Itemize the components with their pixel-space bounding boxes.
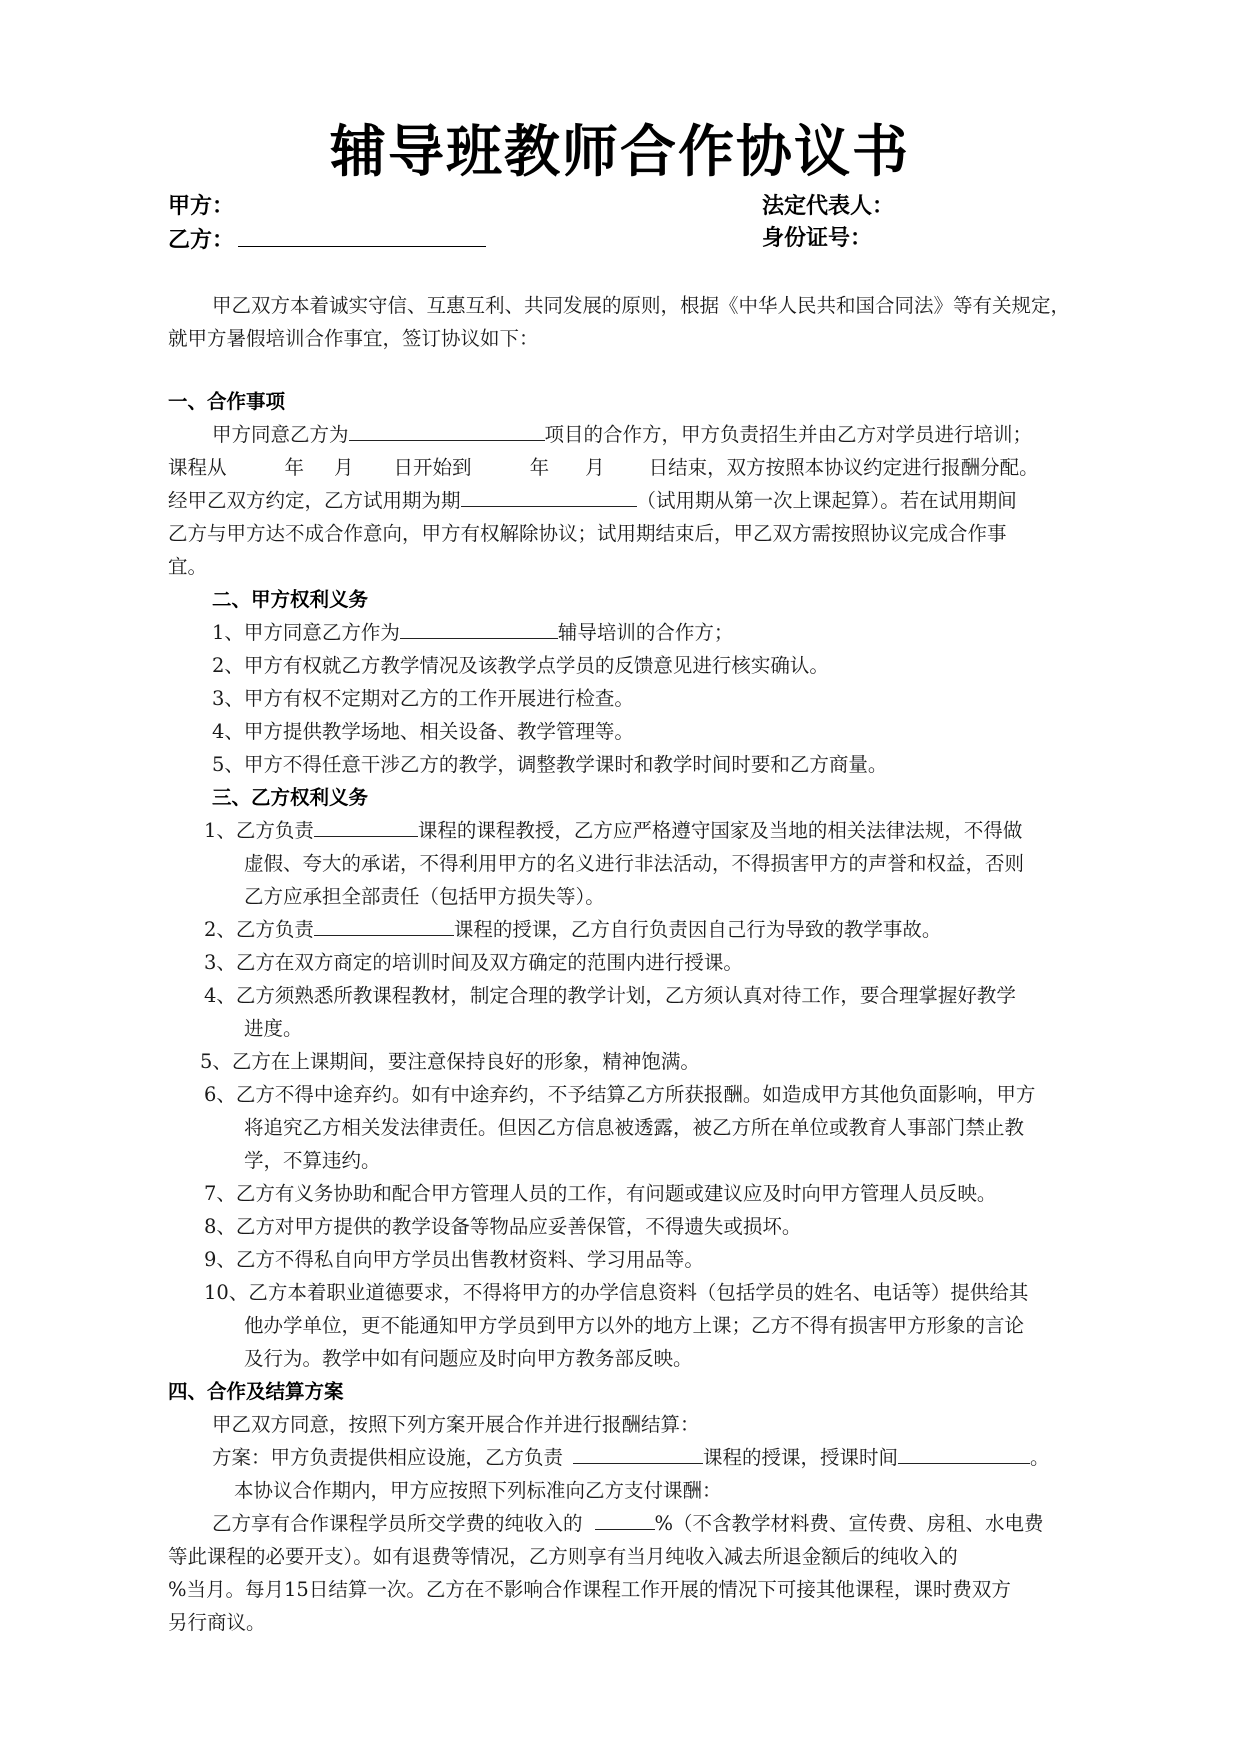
- section-3-item-4-cont: 进度。: [244, 1017, 303, 1040]
- section-3-heading: 三、乙方权利义务: [212, 786, 369, 809]
- text-span: 课程从: [168, 456, 227, 479]
- section-3-item-1: [204, 814, 1022, 847]
- text-span: 。: [1030, 1446, 1050, 1469]
- section-3-item-6-cont-1: 将追究乙方相关发法律责任。但因乙方信息被透露，被乙方所在单位或教育人事部门禁止教: [244, 1116, 1025, 1139]
- section-4-line-6: %当月。每月15日结算一次。乙方在不影响合作课程工作开展的情况下可接其他课程，课时费双方: [168, 1578, 1011, 1601]
- section-4-line-1: 甲乙双方同意，按照下列方案开展合作并进行报酬结算：: [212, 1413, 700, 1436]
- text-span: 项目的合作方，甲方负责招生并由乙方对学员进行培训；: [544, 423, 1033, 446]
- section-1-line-1: [212, 418, 1032, 451]
- text-span: 1、甲方同意乙方作为: [212, 621, 400, 644]
- section-1-line-5: 宜。: [168, 555, 208, 578]
- section-4-line-2: [212, 1441, 1050, 1474]
- text-span: （试用期从第一次上课起算）。若在试用期间: [636, 489, 1017, 512]
- section-2-item-4: 4、甲方提供教学场地、相关设备、教学管理等。: [212, 720, 634, 743]
- section-1-line-4: 乙方与甲方达不成合作意向，甲方有权解除协议；试用期结束后，甲乙双方需按照协议完成合作事: [168, 522, 1007, 545]
- section-3-item-8: 8、乙方对甲方提供的教学设备等物品应妥善保管，不得遗失或损坏。: [204, 1215, 802, 1238]
- project-blank: [349, 418, 545, 441]
- section-3-item-6: 6、乙方不得中途弃约。如有中途弃约，不予结算乙方所获报酬。如造成甲方其他负面影响，甲方: [204, 1083, 1036, 1106]
- course-blank-3: [573, 1441, 703, 1464]
- section-3-item-6-cont-2: 学，不算违约。: [244, 1149, 381, 1172]
- document-title: 辅导班教师合作协议书: [330, 120, 910, 185]
- party-b-blank: [238, 224, 486, 247]
- text-span: 课程的授课，授课时间: [703, 1446, 899, 1469]
- text-span: 经甲乙双方约定，乙方试用期为期: [168, 489, 461, 512]
- party-a-label: 甲方：: [168, 194, 235, 219]
- text-span: 2、乙方负责: [204, 918, 314, 941]
- section-2-heading: 二、甲方权利义务: [212, 588, 369, 611]
- trial-period-blank: [461, 484, 637, 507]
- section-3-item-4: 4、乙方须熟悉所教课程教材，制定合理的教学计划，乙方须认真对待工作，要合理掌握好教学: [204, 984, 1016, 1007]
- text-span: 月: [585, 456, 605, 479]
- text-span: 辅导培训的合作方；: [557, 621, 734, 644]
- section-3-item-9: 9、乙方不得私自向甲方学员出售教材资料、学习用品等。: [204, 1248, 704, 1271]
- course-blank-2: [314, 913, 454, 936]
- intro-line-2: 就甲方暑假培训合作事宜，签订协议如下：: [168, 327, 539, 350]
- text-span: 课程的授课，乙方自行负责因自己行为导致的教学事故。: [453, 918, 942, 941]
- section-3-item-2: [204, 913, 941, 946]
- text-span: 方案：甲方负责提供相应设施，乙方负责: [212, 1446, 564, 1469]
- text-span: 1、乙方负责: [204, 819, 314, 842]
- section-2-item-2: 2、甲方有权就乙方教学情况及该教学点学员的反馈意见进行核实确认。: [212, 654, 829, 677]
- section-3-item-10-cont-2: 及行为。教学中如有问题应及时向甲方教务部反映。: [244, 1347, 693, 1370]
- section-3-item-5: 5、乙方在上课期间，要注意保持良好的形象，精神饱满。: [200, 1050, 700, 1073]
- course-blank: [314, 814, 418, 837]
- section-4-line-3: 本协议合作期内，甲方应按照下列标准向乙方支付课酬：: [234, 1479, 722, 1502]
- text-span: 年: [529, 456, 550, 479]
- legal-rep-label: 法定代表人：: [762, 194, 895, 219]
- text-span: 日结束，双方按照本协议约定进行报酬分配。: [648, 456, 1039, 479]
- section-3-item-1-cont-2: 乙方应承担全部责任（包括甲方损失等）。: [244, 885, 605, 908]
- text-span: 年: [284, 456, 305, 479]
- section-1-line-3: [168, 484, 1017, 517]
- text-span: 课程的课程教授，乙方应严格遵守国家及当地的相关法律法规，不得做: [417, 819, 1023, 842]
- text-span: 日开始到: [393, 456, 472, 479]
- section-3-item-7: 7、乙方有义务协助和配合甲方管理人员的工作，有问题或建议应及时向甲方管理人员反映。: [204, 1182, 997, 1205]
- section-3-item-3: 3、乙方在双方商定的培训时间及双方确定的范围内进行授课。: [204, 951, 743, 974]
- section-2-item-5: 5、甲方不得任意干涉乙方的教学，调整教学课时和教学时间时要和乙方商量。: [212, 753, 888, 776]
- subject-blank: [400, 616, 558, 639]
- party-b-label: 乙方：: [168, 228, 235, 253]
- section-2-item-3: 3、甲方有权不定期对乙方的工作开展进行检查。: [212, 687, 634, 710]
- section-4-heading: 四、合作及结算方案: [168, 1380, 344, 1403]
- section-1-heading: 一、合作事项: [168, 390, 286, 413]
- text-span: %（不含教学材料费、宣传费、房租、水电费: [654, 1512, 1044, 1535]
- party-b-line: [168, 224, 486, 256]
- section-3-item-1-cont-1: 虚假、夸大的承诺，不得利用甲方的名义进行非法活动，不得损害甲方的声誉和权益，否则: [244, 852, 1025, 875]
- text-span: 月: [334, 456, 354, 479]
- id-number-label: 身份证号：: [762, 226, 873, 251]
- section-4-line-7: 另行商议。: [168, 1611, 266, 1634]
- section-4-line-4: [212, 1507, 1044, 1540]
- percent-blank: [595, 1507, 655, 1530]
- text-span: 甲方同意乙方为: [212, 423, 349, 446]
- section-2-item-1: [212, 616, 733, 649]
- teaching-time-blank: [898, 1441, 1030, 1464]
- section-1-line-2: [168, 451, 1039, 484]
- section-3-item-10-cont-1: 他办学单位，更不能通知甲方学员到甲方以外的地方上课；乙方不得有损害甲方形象的言论: [244, 1314, 1025, 1337]
- intro-line-1: 甲乙双方本着诚实守信、互惠互利、共同发展的原则，根据《中华人民共和国合同法》等有关规定，: [212, 294, 1071, 317]
- section-3-item-10: 10、乙方本着职业道德要求，不得将甲方的办学信息资料（包括学员的姓名、电话等）提供给其: [204, 1281, 1029, 1304]
- section-4-line-5: 等此课程的必要开支）。如有退费等情况，乙方则享有当月纯收入减去所退金额后的纯收入的: [168, 1545, 958, 1568]
- text-span: 乙方享有合作课程学员所交学费的纯收入的: [212, 1512, 583, 1535]
